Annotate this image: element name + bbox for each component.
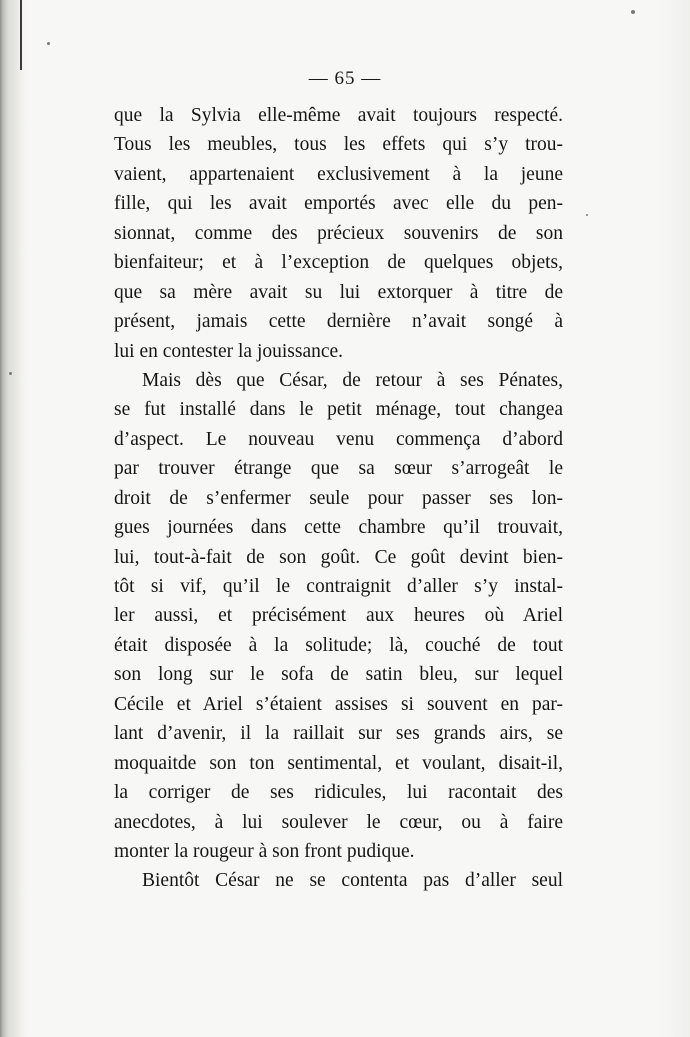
text-line: était disposée à la solitude; là, couché de tout — [114, 634, 563, 656]
text-line: tôt si vif, qu’il le contraignit d’aller s’y instal- — [114, 576, 563, 597]
text-line: présent, jamais cette dernière n’avait songé à — [114, 311, 563, 333]
page-number: — 65 — — [308, 68, 382, 89]
text-line: se fut installé dans le petit ménage, tout changea — [114, 399, 563, 421]
paper-speck — [47, 42, 50, 45]
text-line: lui, tout-à-fait de son goût. Ce goût devint bien- — [114, 546, 563, 568]
text-line: vaient, appartenaient exclusivement à la jeune — [114, 163, 563, 185]
text-line: anecdotes, à lui soulever le cœur, ou à faire — [114, 811, 563, 833]
paper-speck — [586, 214, 588, 216]
paragraph-start-line: Mais dès que César, de retour à ses Pénates, — [142, 369, 563, 391]
text-line: droit de s’enfermer seule pour passer ses lon- — [114, 487, 563, 509]
paper-speck — [631, 10, 635, 14]
text-line: la corriger de ses ridicules, lui racontait des — [114, 782, 563, 804]
text-line: fille, qui les avait emportés avec elle du pen- — [114, 193, 563, 215]
text-line: d’aspect. Le nouveau venu commença d’abord — [114, 428, 563, 450]
page-gutter-shadow — [0, 0, 22, 1037]
text-line: gues journées dans cette chambre qu’il trouvait, — [114, 517, 563, 539]
text-line: ler aussi, et précisément aux heures où Ariel — [114, 605, 563, 627]
text-line: Cécile et Ariel s’étaient assises si souvent en par- — [114, 693, 563, 715]
text-line: que la Sylvia elle-même avait toujours respecté. — [114, 105, 563, 126]
body-text — [114, 101, 563, 896]
text-line: monter la rougeur à son front pudique. — [114, 840, 415, 862]
text-line: son long sur le sofa de satin bleu, sur lequel — [114, 664, 563, 686]
paragraph-start-line: Bientôt César ne se contenta pas d’aller seul — [142, 870, 563, 892]
text-line: par trouver étrange que sa sœur s’arrogeât le — [114, 458, 563, 480]
text-line: lant d’avenir, il la raillait sur ses grands airs, se — [114, 723, 563, 745]
text-line: lui en contester la jouissance. — [114, 340, 344, 362]
paper-speck — [9, 372, 12, 375]
text-line: sionnat, comme des précieux souvenirs de son — [114, 222, 563, 244]
page-edge-line — [20, 0, 22, 70]
text-line: bienfaiteur; et à l’exception de quelques objets, — [114, 252, 563, 274]
text-line: moquaitde son ton sentimental, et voulant, disait-il, — [114, 752, 563, 774]
text-line: que sa mère avait su lui extorquer à titre de — [114, 281, 563, 303]
text-line: Tous les meubles, tous les effets qui s’y trou- — [114, 134, 563, 156]
